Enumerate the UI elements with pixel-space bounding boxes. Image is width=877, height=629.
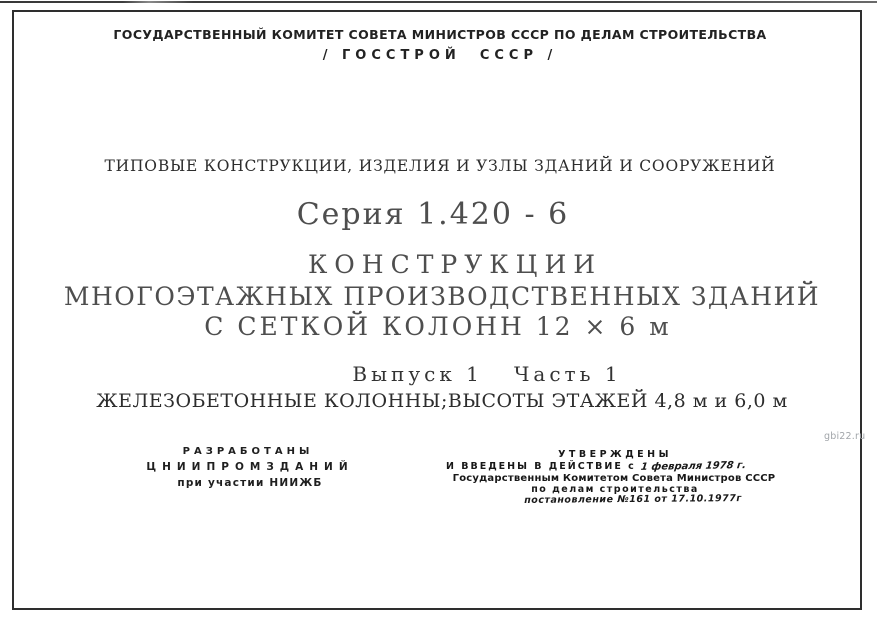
approved-decree-reference: постановление №161 от 17.10.1977г bbox=[524, 493, 742, 506]
approved-by-department: по делам строительства bbox=[531, 484, 699, 495]
approved-effective-date bbox=[446, 461, 746, 472]
columns-subtitle: ЖЕЛЕЗОБЕТОННЫЕ КОЛОННЫ;ВЫСОТЫ ЭТАЖЕЙ 4,8 м и 6,0 м bbox=[96, 390, 788, 412]
developed-by-heading: РАЗРАБОТАНЫ bbox=[182, 446, 314, 457]
header-gosstroy: / ГОССТРОЙ СССР / bbox=[322, 48, 558, 63]
approved-heading: УТВЕРЖДЕНЫ bbox=[558, 449, 672, 460]
developed-by-participant: при участии НИИЖБ bbox=[177, 477, 323, 489]
approved-by-committee: Государственным Комитетом Совета Министров СССР bbox=[452, 473, 776, 484]
approved-effective-handwritten-date: 1 февраля 1978 г. bbox=[640, 460, 747, 473]
developed-by-institute: ЦНИИПРОМЗДАНИЙ bbox=[146, 461, 354, 473]
scan-edge-artifact bbox=[0, 1, 877, 3]
issue-part-line: Выпуск 1 Часть 1 bbox=[352, 362, 622, 386]
title-line-2: МНОГОЭТАЖНЫХ ПРОИЗВОДСТВЕННЫХ ЗДАНИЙ bbox=[63, 282, 821, 311]
header-committee: ГОСУДАРСТВЕННЫЙ КОМИТЕТ СОВЕТА МИНИСТРОВ СССР ПО ДЕЛАМ СТРОИТЕЛЬСТВА bbox=[113, 27, 767, 42]
site-watermark: gbi22.ru bbox=[824, 431, 866, 442]
series-number: Серия 1.420 - 6 bbox=[296, 197, 570, 232]
subject-line: ТИПОВЫЕ КОНСТРУКЦИИ, ИЗДЕЛИЯ И УЗЛЫ ЗДАНИЙ И СООРУЖЕНИЙ bbox=[104, 157, 776, 175]
title-line-1: КОНСТРУКЦИИ bbox=[307, 250, 603, 279]
title-line-3: С СЕТКОЙ КОЛОНН 12 × 6 м bbox=[204, 312, 672, 341]
approved-effective-printed: И ВВЕДЕНЫ В ДЕЙСТВИЕ с bbox=[445, 461, 642, 472]
